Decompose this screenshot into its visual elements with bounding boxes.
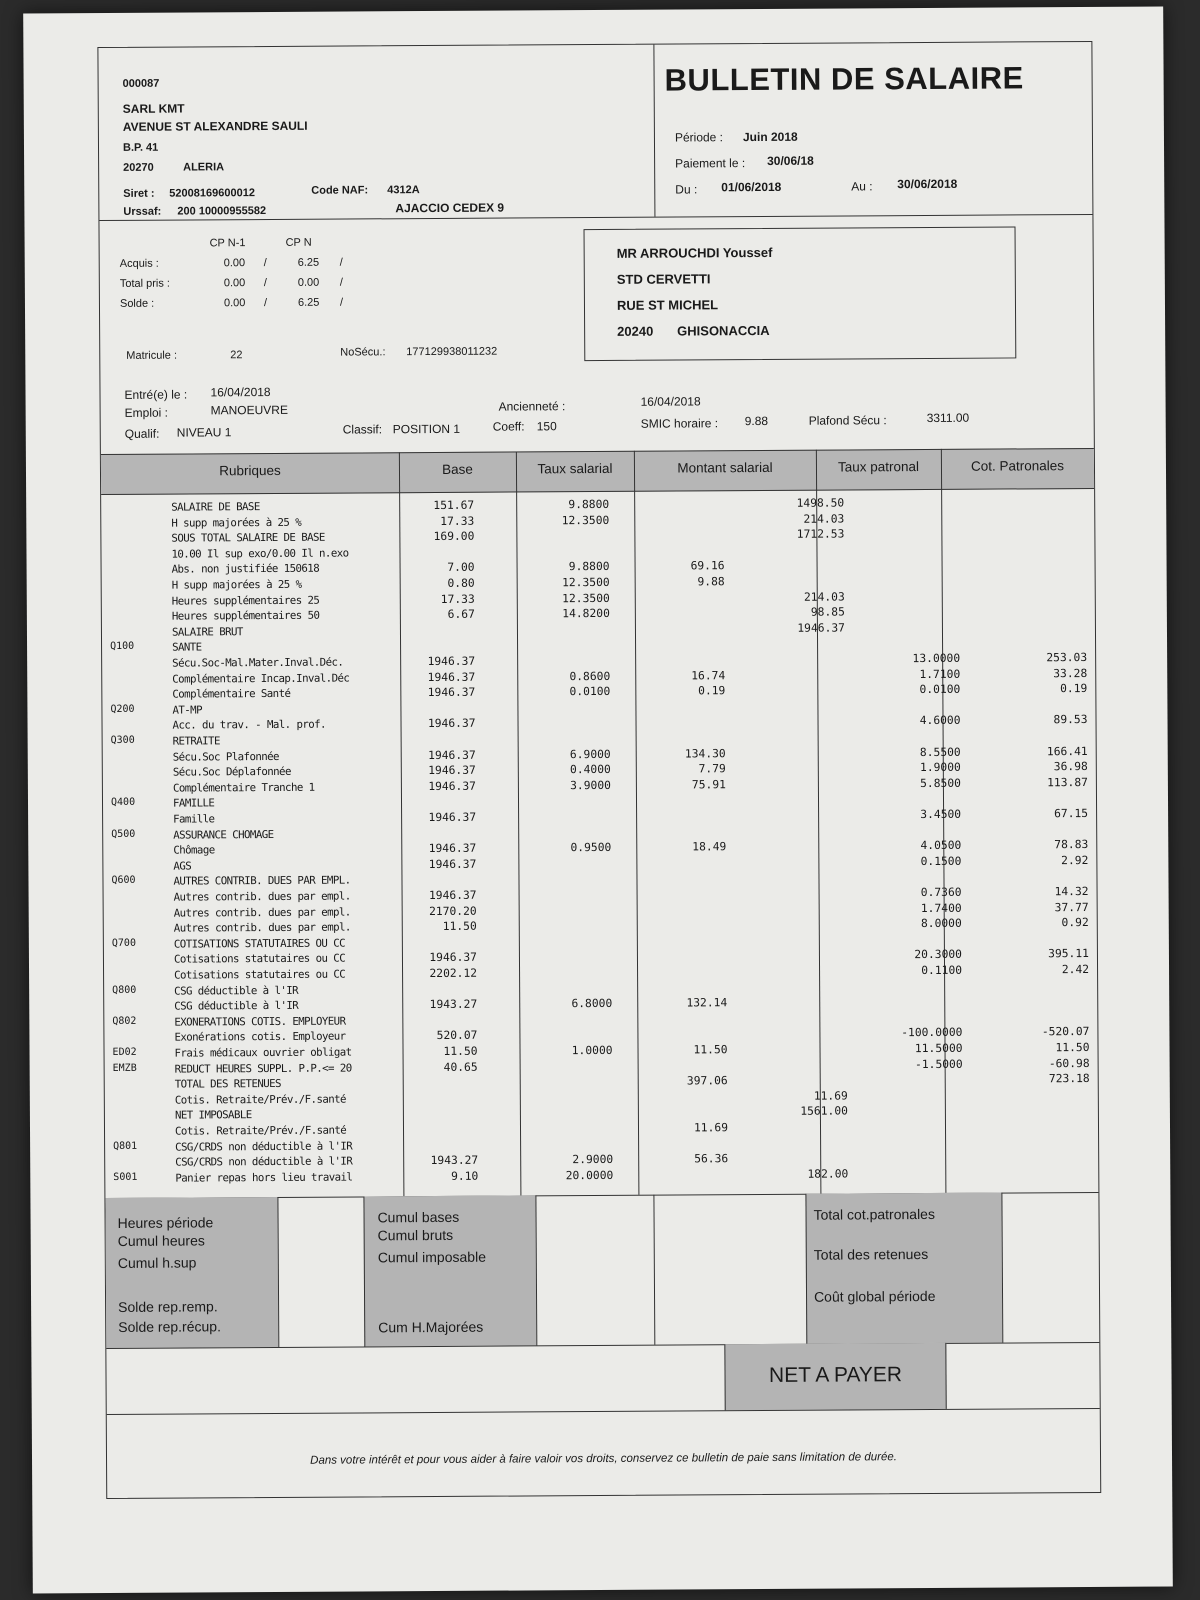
page-title: BULLETIN DE SALAIRE	[664, 60, 1024, 98]
plafond-label: Plafond Sécu :	[808, 413, 887, 428]
qualif-value: NIVEAU 1	[176, 425, 232, 440]
row-cot-patronale: 113.87	[1047, 775, 1088, 790]
matricule-label: Matricule :	[126, 349, 178, 362]
nosecu-label: NoSécu.:	[340, 346, 386, 359]
pris-n: 0.00	[297, 276, 320, 289]
row-montant-salarial-retenue: 397.06	[686, 1074, 728, 1088]
row-cot-patronale: -520.07	[1041, 1025, 1090, 1039]
row-base: 1943.27	[430, 1153, 479, 1168]
employer-postcode: 20270	[123, 161, 154, 174]
row-label: Abs. non justifiée 150618	[171, 562, 320, 576]
employee-city: GHISONACCIA	[677, 322, 770, 339]
row-montant-salarial-retenue: 18.49	[692, 840, 727, 854]
row-label: Sécu.Soc-Mal.Mater.Inval.Déc.	[172, 655, 344, 670]
row-base: 6.67	[447, 607, 475, 622]
employee-name: MR ARROUCHDI Youssef	[616, 244, 773, 261]
sep: /	[263, 297, 268, 310]
row-label: REDUCT HEURES SUPPL. P.P.<= 20	[174, 1061, 352, 1076]
row-code: Q500	[111, 828, 136, 840]
row-base: 1946.37	[429, 951, 478, 965]
row-taux-patronal: 13.0000	[912, 651, 961, 666]
coeff-value: 150	[536, 419, 557, 434]
row-base: 7.00	[447, 561, 475, 575]
row-taux-salarial: 6.9000	[569, 747, 611, 761]
row-label: Frais médicaux ouvrier obligat	[174, 1045, 352, 1060]
row-label: Exonérations cotis. Employeur	[174, 1029, 346, 1044]
row-code: EMZB	[112, 1062, 137, 1074]
row-label: EXONERATIONS COTIS. EMPLOYEUR	[174, 1014, 346, 1029]
row-code: Q300	[110, 734, 135, 746]
row-label: Complémentaire Santé	[172, 687, 291, 701]
urssaf-city: AJACCIO CEDEX 9	[395, 200, 505, 216]
row-label: Cotisations statutaires ou CC	[174, 967, 346, 982]
row-montant-salarial-retenue: 132.14	[686, 996, 728, 1010]
nosecu-value: 177129938011232	[406, 345, 498, 359]
row-montant-salarial-retenue: 11.69	[693, 1121, 729, 1135]
row-label: Panier repas hors lieu travail	[175, 1170, 353, 1185]
row-base: 169.00	[433, 529, 475, 544]
sep: /	[339, 296, 344, 309]
footer-heures-periode: Heures période	[117, 1214, 214, 1231]
row-taux-patronal: 0.1100	[921, 963, 963, 978]
row-taux-patronal: 1.7400	[920, 901, 962, 915]
row-montant-salarial-retenue: 0.19	[698, 684, 726, 698]
siret-value: 52008169600012	[169, 187, 255, 200]
footer-cum-h-majorees: Cum H.Majorées	[378, 1318, 484, 1336]
row-taux-patronal: 3.4500	[920, 807, 962, 822]
row-code: Q400	[110, 797, 136, 809]
row-montant-salarial-gain: 1946.37	[797, 621, 845, 635]
paiement-label: Paiement le :	[675, 156, 746, 171]
header-cot-patronales: Cot. Patronales	[970, 458, 1065, 474]
row-montant-salarial-gain: 11.69	[813, 1089, 848, 1103]
coeff-label: Coeff:	[492, 419, 525, 434]
row-cot-patronale: 0.19	[1060, 682, 1088, 696]
header-taux-salarial: Taux salarial	[537, 460, 613, 477]
row-label: SANTE	[172, 640, 202, 654]
row-base: 1946.37	[428, 888, 477, 903]
row-cot-patronale: 37.77	[1054, 900, 1089, 914]
row-montant-salarial-gain: 1712.53	[796, 527, 845, 541]
row-taux-salarial: 12.3500	[561, 513, 610, 527]
classif-value: POSITION 1	[392, 421, 461, 437]
row-montant-salarial-retenue: 75.91	[691, 778, 726, 792]
row-base: 1946.37	[428, 763, 476, 778]
footer-total-cot-patronales: Total cot.patronales	[813, 1205, 935, 1223]
row-montant-salarial-retenue: 134.30	[684, 746, 726, 761]
sep: /	[339, 256, 343, 269]
row-label: 10.00 Il sup exo/0.00 Il n.exo	[171, 546, 349, 561]
header-rubriques: Rubriques	[219, 462, 281, 479]
row-label: Complémentaire Incap.Inval.Déc	[172, 671, 350, 686]
footer-cout-global: Coût global période	[813, 1287, 936, 1305]
row-base: 9.10	[451, 1169, 479, 1183]
row-label: CSG/CRDS non déductible à l'IR	[175, 1154, 353, 1169]
footer-cumul-bases: Cumul bases	[377, 1208, 460, 1226]
row-base: 1946.37	[428, 857, 477, 871]
sep: /	[263, 277, 267, 290]
footer-cumul-heures: Cumul heures	[117, 1232, 205, 1249]
row-label: Heures supplémentaires 50	[171, 608, 320, 623]
row-taux-patronal: 8.5500	[919, 745, 961, 759]
row-base: 1946.37	[427, 654, 476, 669]
du-value: 01/06/2018	[721, 179, 782, 195]
employer-street: AVENUE ST ALEXANDRE SAULI	[122, 118, 308, 134]
row-base: 2170.20	[429, 904, 477, 918]
naf-value: 4312A	[387, 184, 420, 197]
employer-bp: B.P. 41	[122, 141, 159, 154]
net-a-payer-label: NET A PAYER	[768, 1363, 903, 1387]
row-base: 1946.37	[428, 810, 477, 825]
row-montant-salarial-retenue: 7.79	[698, 762, 726, 776]
row-taux-salarial: 9.8800	[568, 497, 610, 512]
row-label: RETRAITE	[172, 734, 220, 748]
row-base: 0.80	[447, 576, 475, 590]
row-montant-salarial-gain: 1498.50	[796, 496, 845, 510]
solde-label: Solde :	[119, 297, 155, 310]
row-taux-patronal: 20.3000	[914, 948, 962, 962]
row-base: 1943.27	[429, 997, 478, 1012]
payslip-paper	[23, 7, 1173, 1594]
row-label: CSG déductible à l'IR	[174, 983, 299, 998]
conservation-notice: Dans votre intérêt et pour vous aider à faire valoir vos droits, conservez ce bulletin de paie sans limitation de durée.	[310, 1451, 897, 1467]
acquis-label: Acquis :	[119, 257, 159, 270]
row-label: NET IMPOSABLE	[174, 1108, 252, 1122]
row-cot-patronale: -60.98	[1048, 1056, 1090, 1070]
row-label: Autres contrib. dues par empl.	[173, 920, 351, 935]
sep: /	[263, 257, 267, 270]
cp-n1-header: CP N-1	[209, 237, 246, 250]
smic-label: SMIC horaire :	[640, 416, 719, 431]
pris-n1: 0.00	[223, 277, 246, 290]
table-header	[101, 448, 1094, 495]
row-taux-salarial: 3.9000	[570, 778, 611, 792]
emploi-label: Emploi :	[124, 405, 169, 420]
row-cot-patronale: 36.98	[1053, 760, 1088, 774]
row-taux-patronal: 0.0100	[919, 682, 961, 697]
row-cot-patronale: 33.28	[1053, 666, 1088, 680]
paiement-value: 30/06/18	[767, 153, 814, 168]
row-label: Heures supplémentaires 25	[171, 593, 320, 608]
row-label: SALAIRE DE BASE	[171, 500, 260, 514]
row-cot-patronale: 166.41	[1046, 744, 1088, 758]
header-montant-salarial: Montant salarial	[677, 459, 773, 476]
row-label: CSG/CRDS non déductible à l'IR	[175, 1139, 353, 1154]
row-base: 17.33	[440, 514, 475, 528]
row-base: 40.65	[443, 1060, 478, 1074]
footer-cumul-bruts: Cumul bruts	[377, 1226, 454, 1244]
row-base: 17.33	[440, 592, 475, 606]
row-montant-salarial-gain: 214.03	[803, 590, 845, 604]
row-montant-salarial-retenue: 69.16	[690, 559, 725, 573]
row-base: 1946.37	[427, 717, 476, 731]
employer-code: 000087	[122, 77, 160, 90]
footer-total-retenues: Total des retenues	[813, 1245, 929, 1263]
row-taux-salarial: 14.8200	[562, 607, 610, 621]
row-taux-patronal: -100.0000	[901, 1026, 963, 1040]
row-montant-salarial-retenue: 9.88	[697, 575, 725, 589]
sep: /	[339, 276, 343, 289]
row-base: 1946.37	[427, 685, 476, 700]
row-base: 2202.12	[429, 966, 478, 981]
smic-value: 9.88	[744, 413, 769, 429]
row-taux-salarial: 20.0000	[565, 1168, 614, 1183]
row-label: Sécu.Soc Plafonnée	[172, 749, 279, 764]
net-a-payer-box	[724, 1343, 946, 1410]
row-cot-patronale: 723.18	[1048, 1072, 1090, 1086]
row-label: H supp majorées à 25 %	[171, 577, 302, 592]
urssaf-value: 200 10000955582	[177, 205, 267, 218]
employee-line3: RUE ST MICHEL	[616, 297, 719, 313]
row-code: ED02	[112, 1046, 137, 1058]
payslip-frame	[97, 41, 1101, 1499]
row-montant-salarial-gain: 182.00	[807, 1167, 849, 1181]
row-cot-patronale: 2.42	[1061, 963, 1090, 977]
row-cot-patronale: 253.03	[1046, 651, 1088, 665]
row-label: Cotisations statutaires ou CC	[173, 951, 346, 966]
row-montant-salarial-gain: 214.03	[803, 512, 845, 526]
siret-label: Siret :	[123, 187, 155, 200]
row-taux-patronal: 11.5000	[914, 1041, 963, 1056]
row-taux-salarial: 6.8000	[571, 997, 613, 1011]
entree-value: 16/04/2018	[210, 384, 271, 400]
footer-solde-rep-remp: Solde rep.remp.	[118, 1298, 218, 1315]
row-base: 151.67	[433, 498, 475, 512]
row-label: FAMILLE	[172, 796, 215, 810]
row-taux-salarial: 0.8600	[569, 669, 611, 683]
row-label: ASSURANCE CHOMAGE	[173, 827, 274, 842]
row-montant-salarial-retenue: 11.50	[693, 1043, 728, 1057]
row-taux-salarial: 12.3500	[562, 591, 610, 605]
row-label: Chômage	[173, 843, 215, 857]
periode-value: Juin 2018	[742, 129, 798, 145]
employee-address-box	[584, 226, 1017, 361]
header-base: Base	[442, 461, 473, 477]
row-cot-patronale: 14.32	[1054, 885, 1089, 899]
row-montant-salarial-gain: 98.85	[810, 605, 845, 619]
solde-n1: 0.00	[223, 297, 246, 310]
row-base: 520.07	[436, 1029, 478, 1043]
row-label: SALAIRE BRUT	[171, 624, 243, 639]
row-base: 1946.37	[428, 748, 476, 762]
row-label: AUTRES CONTRIB. DUES PAR EMPL.	[173, 873, 351, 888]
row-taux-patronal: 4.0500	[920, 838, 962, 853]
row-label: Sécu.Soc Déplafonnée	[172, 765, 291, 779]
row-label: H supp majorées à 25 %	[171, 515, 302, 530]
row-taux-patronal: 0.1500	[920, 854, 962, 868]
row-taux-salarial: 0.0100	[569, 685, 611, 699]
anciennete-value: 16/04/2018	[640, 394, 701, 409]
row-cot-patronale: 11.50	[1055, 1041, 1090, 1055]
row-cot-patronale: 2.92	[1061, 853, 1089, 867]
row-label: AGS	[173, 859, 192, 873]
acquis-n: 6.25	[297, 256, 320, 269]
qualif-label: Qualif:	[124, 426, 160, 441]
row-taux-patronal: 4.6000	[919, 714, 961, 728]
row-montant-salarial-retenue: 16.74	[691, 668, 726, 683]
header-taux-patronal: Taux patronal	[837, 459, 920, 475]
row-label: Famille	[173, 812, 215, 826]
urssaf-label: Urssaf:	[123, 205, 162, 218]
plafond-value: 3311.00	[926, 410, 970, 425]
row-label: Acc. du trav. - Mal. prof.	[172, 718, 326, 732]
row-cot-patronale: 67.15	[1054, 807, 1089, 821]
naf-label: Code NAF:	[311, 184, 369, 197]
row-label: TOTAL DES RETENUES	[174, 1077, 281, 1091]
row-code: Q100	[110, 641, 135, 653]
row-label: COTISATIONS STATUTAIRES OU CC	[173, 936, 346, 951]
row-code: Q800	[112, 984, 137, 996]
cp-n-header: CP N	[285, 236, 312, 249]
periode-label: Période :	[674, 130, 724, 145]
matricule-value: 22	[230, 349, 243, 362]
row-taux-salarial: 1.0000	[571, 1043, 613, 1058]
pris-label: Total pris :	[119, 277, 171, 290]
row-taux-patronal: 5.8500	[920, 776, 961, 790]
table-body	[101, 489, 1098, 1205]
row-code: Q801	[113, 1140, 138, 1152]
employee-postcode: 20240	[617, 323, 654, 339]
row-label: Autres contrib. dues par empl.	[173, 889, 351, 904]
row-cot-patronale: 89.53	[1053, 713, 1088, 727]
solde-n: 6.25	[297, 296, 320, 309]
classif-label: Classif:	[342, 422, 383, 437]
employer-city: ALERIA	[183, 161, 225, 174]
row-base: 11.50	[443, 1044, 478, 1058]
au-label: Au :	[851, 179, 873, 194]
row-base: 1946.37	[427, 670, 476, 684]
row-label: Complémentaire Tranche 1	[172, 780, 315, 795]
row-code: S001	[113, 1171, 138, 1183]
row-label: Cotis. Retraite/Prév./F.santé	[174, 1092, 346, 1107]
row-code: Q600	[111, 875, 136, 887]
row-taux-salarial: 2.9000	[572, 1153, 614, 1167]
row-taux-patronal: 1.9000	[919, 760, 961, 775]
row-taux-patronal: 1.7100	[919, 667, 961, 681]
row-taux-salarial: 0.4000	[569, 763, 611, 777]
row-code: Q700	[111, 937, 136, 949]
row-cot-patronale: 78.83	[1054, 838, 1089, 852]
row-taux-salarial: 9.8800	[568, 560, 610, 574]
row-label: Cotis. Retraite/Prév./F.santé	[174, 1123, 347, 1138]
row-cot-patronale: 0.92	[1061, 916, 1089, 930]
footer-cumul-hsup: Cumul h.sup	[117, 1254, 197, 1271]
row-base: 1946.37	[428, 841, 477, 856]
row-taux-patronal: -1.5000	[914, 1057, 963, 1071]
row-code: Q200	[110, 703, 135, 715]
footer-solde-rep-recup: Solde rep.récup.	[118, 1318, 221, 1335]
acquis-n1: 0.00	[223, 257, 246, 270]
row-taux-salarial: 12.3500	[562, 575, 610, 590]
anciennete-label: Ancienneté :	[498, 399, 566, 414]
employer-name: SARL KMT	[122, 101, 185, 116]
employee-line2: STD CERVETTI	[616, 271, 711, 287]
row-taux-patronal: 8.0000	[920, 916, 962, 931]
row-base: 11.50	[442, 919, 477, 934]
row-base: 1946.37	[428, 779, 476, 793]
row-label: SOUS TOTAL SALAIRE DE BASE	[171, 530, 325, 545]
row-montant-salarial-retenue: 56.36	[694, 1152, 729, 1166]
row-code: Q802	[112, 1015, 137, 1027]
row-taux-patronal: 0.7360	[920, 885, 962, 900]
au-value: 30/06/2018	[897, 176, 958, 192]
row-montant-salarial-gain: 1561.00	[800, 1104, 848, 1119]
footer-cumul-imposable: Cumul imposable	[377, 1248, 487, 1266]
row-cot-patronale: 395.11	[1048, 947, 1089, 961]
row-label: CSG déductible à l'IR	[174, 999, 299, 1013]
row-label: Autres contrib. dues par empl.	[173, 905, 351, 920]
row-taux-salarial: 0.9500	[570, 841, 612, 855]
row-label: AT-MP	[172, 703, 202, 717]
entree-label: Entré(e) le :	[124, 387, 188, 402]
emploi-value: MANOEUVRE	[210, 402, 288, 418]
du-label: Du :	[675, 182, 698, 197]
